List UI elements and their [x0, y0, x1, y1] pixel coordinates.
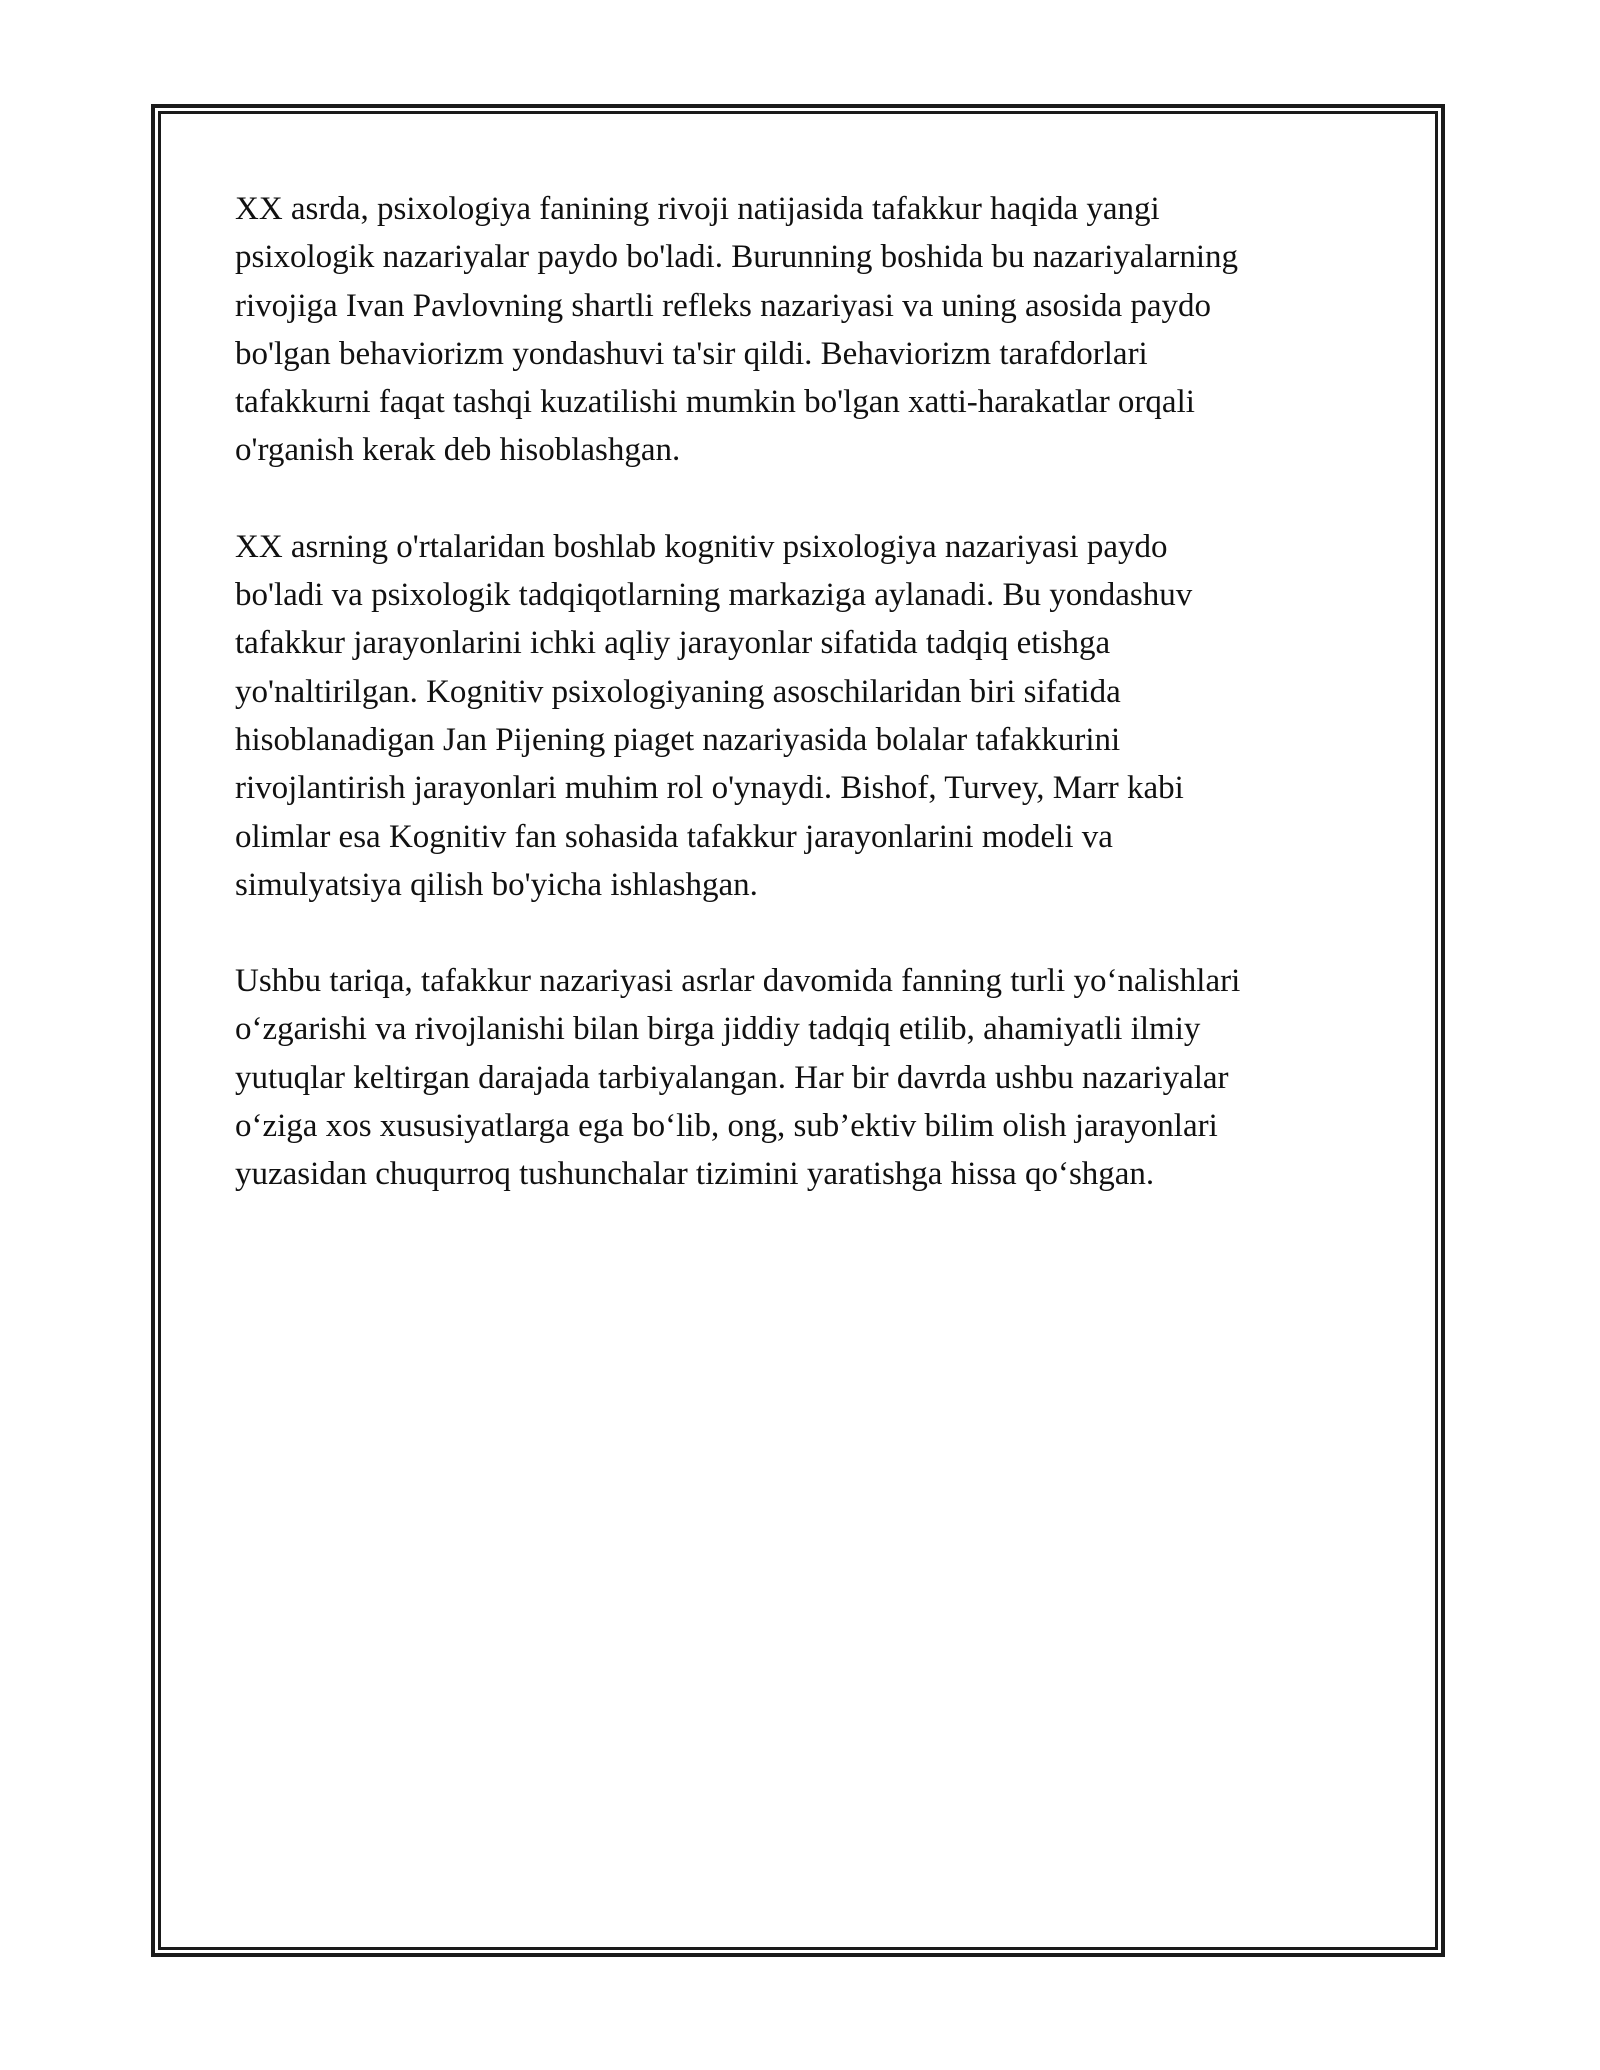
- paragraph-conclusion: Ushbu tariqa, tafakkur nazariyasi asrlar davomida fanning turli yo‘nalishlari o‘zgarishi va rivojlanishi bilan birga jiddiy tadqiq etilib, ahamiyatli ilmiy yutuqlar keltirgan darajada tarbiyalangan. Har bir davrda ushbu nazariyalar o‘ziga xos xususiyatlarga ega bo‘lib, ong, sub’ektiv bilim olish jarayonlari yuzasidan chuqurroq tushunchalar tizimini yaratishga hissa qo‘shgan.: [235, 963, 1241, 1193]
- paragraph-behaviorism: XX asrda, psixologiya fanining rivoji natijasida tafakkur haqida yangi psixologik nazariyalar paydo bo'ladi. Burunning boshida bu nazariyalarning rivojiga Ivan Pavlovning shartli refleks nazariyasi va uning asosida paydo bo'lgan behaviorizm yondashuvi ta'sir qildi. Behaviorizm tarafdorlari tafakkurni faqat tashqi kuzatilishi mumkin bo'lgan xatti-harakatlar orqali o'rganish kerak deb hisoblashgan.: [235, 191, 1239, 469]
- document-body: [235, 185, 1375, 1247]
- paragraph-cognitive-psychology: XX asrning o'rtalaridan boshlab kognitiv psixologiya nazariyasi paydo bo'ladi va psixologik tadqiqotlarning markaziga aylanadi. Bu yondashuv tafakkur jarayonlarini ichki aqliy jarayonlar sifatida tadqiq etishga yo'naltirilgan. Kognitiv psixologiyaning asoschilaridan biri sifatida hisoblanadigan Jan Pijening piaget nazariyasida bolalar tafakkurini rivojlantirish jarayonlari muhim rol o'ynaydi. Bishof, Turvey, Marr kabi olimlar esa Kognitiv fan sohasida tafakkur jarayonlarini modeli va simulyatsiya qilish bo'yicha ishlashgan.: [235, 528, 1193, 903]
